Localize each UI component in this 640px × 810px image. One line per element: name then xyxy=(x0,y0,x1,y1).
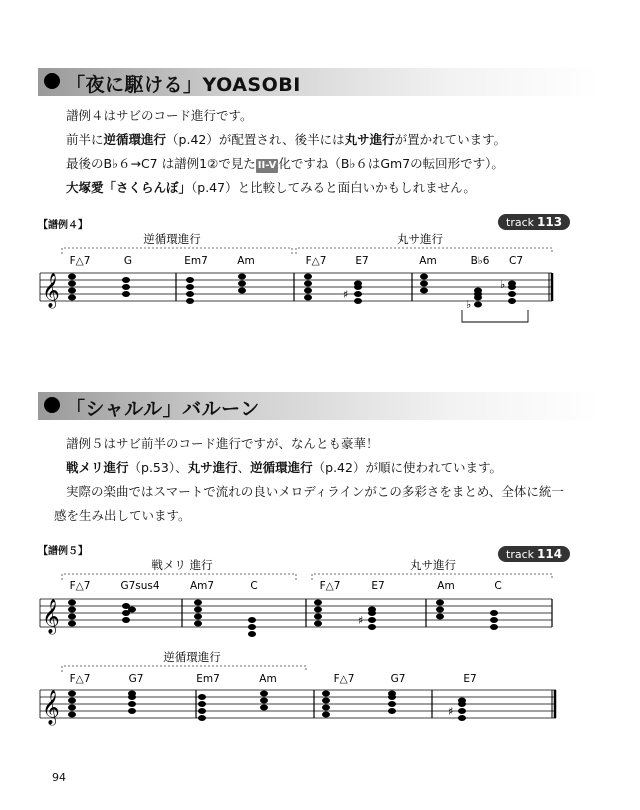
chord-symbol: G7 xyxy=(128,673,144,685)
bracket-reverse-circle-4 xyxy=(62,232,292,254)
chord-symbol: Em7 xyxy=(196,673,220,685)
bracket-label: 逆循環進行 xyxy=(163,650,221,664)
track-badge-114: track 114 xyxy=(498,546,570,562)
chord-symbol: C xyxy=(494,580,502,592)
chord-symbol: Am xyxy=(237,255,255,267)
ii-v-tag: II-V xyxy=(257,160,277,171)
sharp-icon: ♯ xyxy=(448,705,454,718)
chord-symbol: Em7 xyxy=(184,255,208,267)
chord-symbol: G7sus4 xyxy=(120,580,160,592)
chord-symbol: G xyxy=(123,255,133,267)
bracket-reverse-circle-5 xyxy=(62,650,306,672)
chord-symbol: F△7 xyxy=(333,673,355,685)
flat-icon: ♭ xyxy=(500,278,506,291)
chord-symbol: E7 xyxy=(355,255,369,267)
bracket-label: 丸サ進行 xyxy=(397,232,443,246)
staff-5b xyxy=(40,690,556,718)
body-line: 大塚愛「さくらんぼ」（p.47）と比較してみると面白いかもしれません。 xyxy=(66,180,476,195)
notes-5a xyxy=(68,600,498,638)
treble-clef-icon: 𝄞 xyxy=(42,690,60,725)
body-line: 譜例５はサビ前半のコード進行ですが、なんとも豪華！ xyxy=(66,436,379,451)
notes-4 xyxy=(68,274,516,312)
sharp-icon: ♯ xyxy=(343,288,349,301)
chord-symbol: E7 xyxy=(463,673,477,685)
chord-symbol: F△7 xyxy=(69,673,91,685)
flat-icon: ♭ xyxy=(466,298,472,311)
sharp-icon: ♯ xyxy=(358,614,364,627)
treble-clef-icon: 𝄞 xyxy=(42,599,60,634)
body-line: 譜例４はサビのコード進行です。 xyxy=(66,108,253,123)
chord-symbol: Am xyxy=(419,255,437,267)
staff-5a xyxy=(40,599,552,627)
chord-symbol: Am xyxy=(437,580,455,592)
chord-symbol: G7 xyxy=(390,673,406,685)
example-label-5: 【譜例５】 xyxy=(38,546,88,557)
body-line: 戦メリ進行（p.53）、丸サ進行、逆循環進行（p.42）が順に使われています。 xyxy=(66,460,502,475)
bracket-label: 戦メリ 進行 xyxy=(151,558,213,572)
body-line: 感を生み出しています。 xyxy=(54,508,191,523)
chord-symbols-4 xyxy=(70,255,523,267)
bracket-senmeri-5 xyxy=(62,558,296,580)
bracket-label: 丸サ進行 xyxy=(410,558,456,572)
page-number: 94 xyxy=(52,771,66,784)
section-title-1: 「夜に駆ける」YOASOBI xyxy=(66,74,301,96)
example-label-4: 【譜例４】 xyxy=(38,220,88,231)
body-line: 最後のB♭６→C7 は譜例1②で見た II-V 化ですね（B♭６はGm7の転回形です）。 xyxy=(66,156,504,171)
bracket-marusa-5 xyxy=(312,558,552,580)
bracket-label: 逆循環進行 xyxy=(143,232,201,246)
chord-symbol: E7 xyxy=(371,580,385,592)
chord-symbol: C xyxy=(250,580,258,592)
chord-symbol: F△7 xyxy=(69,255,91,267)
track-badge-113: track 113 xyxy=(498,214,570,230)
chord-symbols-5a xyxy=(70,580,502,592)
section-title-2: 「シャルル」バルーン xyxy=(66,398,260,420)
chord-symbols-5b xyxy=(70,673,477,685)
notes-5b xyxy=(68,691,466,722)
chord-symbol: B♭6 xyxy=(470,255,490,267)
chord-symbol: F△7 xyxy=(305,255,327,267)
chord-symbol: Am7 xyxy=(189,580,215,592)
body-line: 実際の楽曲ではスマートで流れの良いメロディラインがこの多彩さをまとめ、全体に統一 xyxy=(66,484,564,499)
treble-clef-icon: 𝄞 xyxy=(42,273,60,308)
bracket-marusa-4 xyxy=(296,232,552,254)
chord-symbol: C7 xyxy=(508,255,524,267)
ii-v-bracket xyxy=(462,310,528,322)
chord-symbol: Am xyxy=(259,673,277,685)
body-line: 前半に逆循環進行（p.42）が配置され、後半には丸サ進行が置かれています。 xyxy=(66,132,507,147)
chord-symbol: F△7 xyxy=(319,580,341,592)
chord-symbol: F△7 xyxy=(69,580,91,592)
